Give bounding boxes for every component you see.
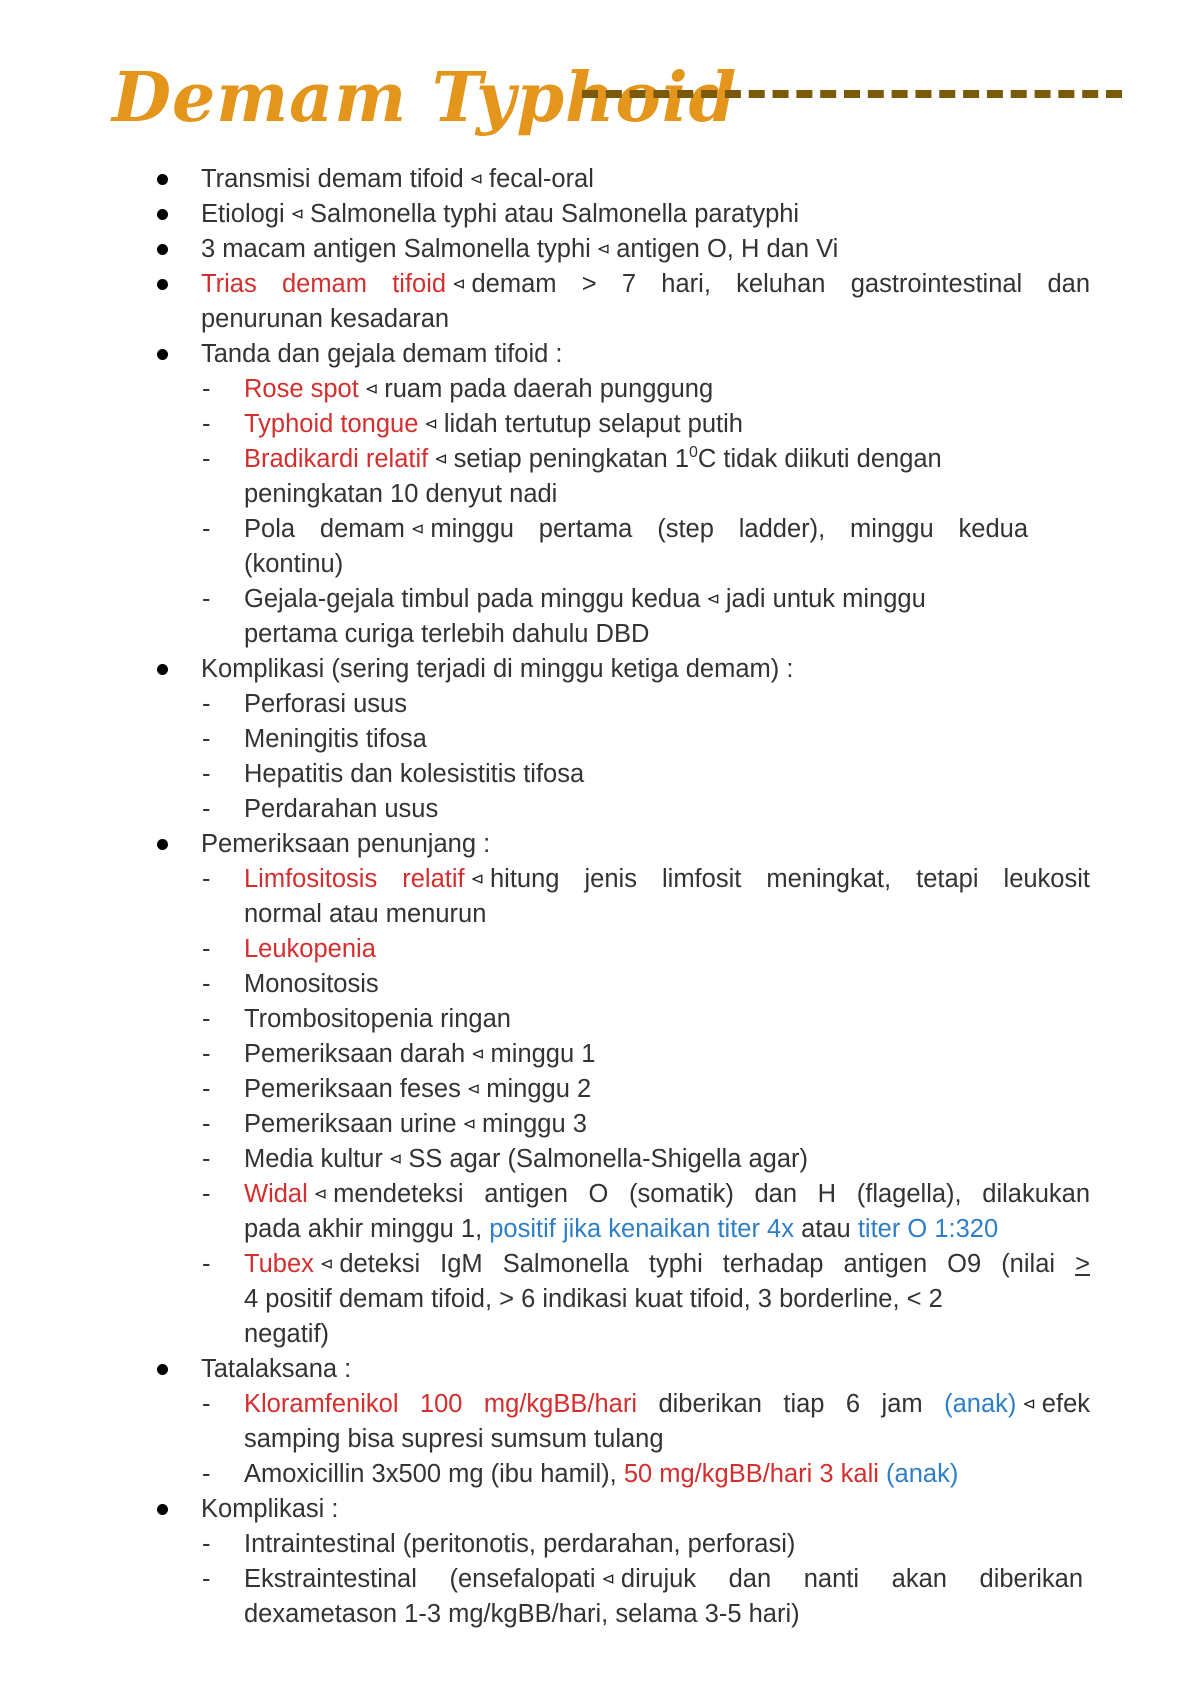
sub-item: - Meningitis tifosa xyxy=(202,725,427,753)
sub-item: - Kloramfenikol 100 mg/kgBB/hari diberikan tiap 6 jam (anak) ⊲ efek xyxy=(0,1387,1200,1422)
bullet-icon xyxy=(157,664,168,675)
list-item-trias: Trias demam tifoid ⊲ demam > 7 hari, keluhan gastrointestinal dan xyxy=(0,267,1200,302)
list-item: Tanda dan gejala demam tifoid : xyxy=(0,337,1200,372)
sub-item: - Pemeriksaan feses ⊲ minggu 2 xyxy=(0,1072,1200,1107)
sub-item: - Pemeriksaan urine ⊲ minggu 3 xyxy=(0,1107,1200,1142)
sub-item-continuation: pertama curiga terlebih dahulu DBD xyxy=(244,620,650,648)
arrow-icon: ⊲ xyxy=(466,1081,481,1098)
sub-item: - Ekstraintestinal (ensefalopati ⊲ dirujuk dan nanti akan diberikan xyxy=(0,1562,1200,1597)
bullet-icon xyxy=(157,244,168,255)
sub-item: - Intraintestinal (peritonotis, perdarahan, perforasi) xyxy=(202,1530,796,1558)
title-dashed-rule xyxy=(582,90,1122,98)
arrow-icon: ⊲ xyxy=(596,241,611,258)
sub-item: - Perdarahan usus xyxy=(202,795,439,823)
sub-item: - Limfositosis relatif ⊲ hitung jenis limfosit meningkat, tetapi leukosit xyxy=(0,862,1200,897)
title-row xyxy=(112,48,1122,148)
sub-item: - Bradikardi relatif ⊲ setiap peningkatan $1^0C$ tidak diikuti dengan xyxy=(0,442,1200,477)
sub-item-continuation: samping bisa supresi sumsum tulang xyxy=(244,1425,664,1453)
arrow-icon: ⊲ xyxy=(1022,1396,1036,1413)
list-item: 3 macam antigen Salmonella typhi ⊲ antigen O, H dan Vi xyxy=(0,232,1200,267)
sub-item: - Pemeriksaan darah ⊲ minggu 1 xyxy=(0,1037,1200,1072)
sub-item: - Monositosis xyxy=(202,970,379,998)
page-title: Demam Typhoid xyxy=(112,58,738,138)
sub-item: - Perforasi usus xyxy=(202,690,407,718)
sub-item-continuation: pada akhir minggu 1, positif jika kenaikan titer 4x atau titer O 1:320 xyxy=(244,1215,999,1243)
bullet-icon xyxy=(157,1364,168,1375)
sub-item: - Pola demam ⊲ minggu pertama (step ladder), minggu kedua xyxy=(0,512,1200,547)
bullet-icon xyxy=(157,279,168,290)
list-item: Tatalaksana : xyxy=(0,1352,1200,1387)
bullet-icon xyxy=(157,349,168,360)
list-item: Komplikasi : xyxy=(0,1492,1200,1527)
bullet-icon xyxy=(157,1504,168,1515)
arrow-icon: ⊲ xyxy=(434,451,448,468)
arrow-icon: ⊲ xyxy=(410,521,425,538)
bullet-icon xyxy=(157,174,168,185)
bullet-icon xyxy=(157,209,168,220)
arrow-icon: ⊲ xyxy=(424,416,438,433)
arrow-icon: ⊲ xyxy=(601,1571,615,1588)
sub-item-continuation: (kontinu) xyxy=(244,550,344,578)
arrow-icon: ⊲ xyxy=(470,871,484,888)
sub-item: - Typhoid tongue ⊲ lidah tertutup selaput putih xyxy=(0,407,1200,442)
list-item: Pemeriksaan penunjang : xyxy=(0,827,1200,862)
sub-item: - Hepatitis dan kolesistitis tifosa xyxy=(202,760,585,788)
sub-item: - Gejala-gejala timbul pada minggu kedua ⊲ jadi untuk minggu xyxy=(0,582,1200,617)
arrow-icon: ⊲ xyxy=(290,206,305,223)
sub-item: - Leukopenia xyxy=(202,935,376,963)
arrow-icon: ⊲ xyxy=(364,381,379,398)
arrow-icon: ⊲ xyxy=(469,171,484,188)
sub-item: - Media kultur ⊲ SS agar (Salmonella-Shigella agar) xyxy=(0,1142,1200,1177)
sub-item: - Amoxicillin 3x500 mg (ibu hamil), 50 mg/kgBB/hari 3 kali (anak) xyxy=(202,1460,959,1488)
sub-item-continuation: normal atau menurun xyxy=(244,900,487,928)
arrow-icon: ⊲ xyxy=(462,1116,477,1133)
list-item: Komplikasi (sering terjadi di minggu ketiga demam) : xyxy=(0,652,1200,687)
arrow-icon: ⊲ xyxy=(471,1046,485,1063)
arrow-icon: ⊲ xyxy=(706,591,720,608)
bullet-icon xyxy=(157,839,168,850)
sub-item: - Trombositopenia ringan xyxy=(202,1005,511,1033)
list-item-continuation: penurunan kesadaran xyxy=(201,305,450,333)
sub-item-continuation: 4 positif demam tifoid, > 6 indikasi kuat tifoid, 3 borderline, < 2 xyxy=(244,1285,943,1313)
sub-item-continuation: negatif) xyxy=(244,1320,330,1348)
arrow-icon: ⊲ xyxy=(319,1256,334,1273)
list-item: Etiologi ⊲ Salmonella typhi atau Salmonella paratyphi xyxy=(0,197,1200,232)
list-item: Transmisi demam tifoid ⊲ fecal-oral xyxy=(0,162,1200,197)
sub-item: - Tubex ⊲ deteksi IgM Salmonella typhi terhadap antigen O9 (nilai > xyxy=(0,1247,1200,1282)
sub-item-continuation: dexametason 1-3 mg/kgBB/hari, selama 3-5 hari) xyxy=(244,1600,800,1628)
sub-item: - Rose spot ⊲ ruam pada daerah punggung xyxy=(0,372,1200,407)
arrow-icon: ⊲ xyxy=(313,1186,328,1203)
arrow-icon: ⊲ xyxy=(388,1151,403,1168)
arrow-icon: ⊲ xyxy=(452,276,466,293)
sub-item-continuation: peningkatan 10 denyut nadi xyxy=(244,480,558,508)
sub-item: - Widal ⊲ mendeteksi antigen O (somatik) dan H (flagella), dilakukan xyxy=(0,1177,1200,1212)
